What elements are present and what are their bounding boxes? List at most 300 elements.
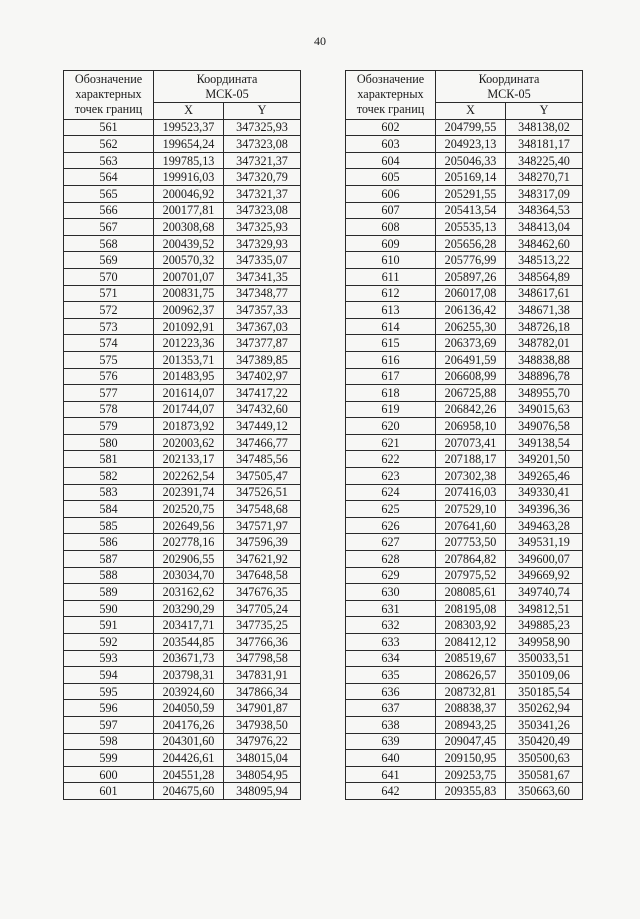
y-coordinate-cell: 350262,94 bbox=[506, 700, 583, 717]
x-coordinate-cell: 199654,24 bbox=[154, 136, 224, 153]
table-row bbox=[346, 202, 583, 219]
point-number-cell: 602 bbox=[346, 119, 436, 136]
y-coordinate-cell: 347323,08 bbox=[224, 202, 301, 219]
point-number-cell: 563 bbox=[64, 152, 154, 169]
y-coordinate-cell: 349600,07 bbox=[506, 551, 583, 568]
point-number-cell: 629 bbox=[346, 567, 436, 584]
point-number-cell: 601 bbox=[64, 783, 154, 800]
x-coordinate-cell: 206608,99 bbox=[436, 368, 506, 385]
point-number-cell: 619 bbox=[346, 401, 436, 418]
table-row bbox=[346, 451, 583, 468]
table-row bbox=[346, 252, 583, 269]
point-number-cell: 607 bbox=[346, 202, 436, 219]
table-row bbox=[64, 617, 301, 634]
left-table-body bbox=[64, 119, 301, 799]
point-number-cell: 574 bbox=[64, 335, 154, 352]
x-coordinate-cell: 200177,81 bbox=[154, 202, 224, 219]
y-coordinate-cell: 347325,93 bbox=[224, 119, 301, 136]
y-coordinate-cell: 347449,12 bbox=[224, 418, 301, 435]
y-coordinate-cell: 349885,23 bbox=[506, 617, 583, 634]
table-row bbox=[64, 385, 301, 402]
y-coordinate-cell: 347417,22 bbox=[224, 385, 301, 402]
table-row bbox=[64, 600, 301, 617]
y-coordinate-cell: 347341,35 bbox=[224, 268, 301, 285]
x-coordinate-cell: 206491,59 bbox=[436, 351, 506, 368]
point-number-cell: 585 bbox=[64, 517, 154, 534]
x-coordinate-cell: 199785,13 bbox=[154, 152, 224, 169]
x-coordinate-cell: 205291,55 bbox=[436, 185, 506, 202]
x-coordinate-cell: 208303,92 bbox=[436, 617, 506, 634]
table-row bbox=[64, 235, 301, 252]
table-row bbox=[346, 617, 583, 634]
x-coordinate-cell: 206136,42 bbox=[436, 302, 506, 319]
x-coordinate-cell: 207073,41 bbox=[436, 434, 506, 451]
point-number-cell: 615 bbox=[346, 335, 436, 352]
point-number-cell: 600 bbox=[64, 766, 154, 783]
table-row bbox=[64, 368, 301, 385]
table-row bbox=[346, 534, 583, 551]
point-number-cell: 569 bbox=[64, 252, 154, 269]
table-row bbox=[346, 318, 583, 335]
point-number-cell: 589 bbox=[64, 584, 154, 601]
x-coordinate-cell: 204050,59 bbox=[154, 700, 224, 717]
table-row bbox=[346, 501, 583, 518]
point-number-cell: 627 bbox=[346, 534, 436, 551]
table-row bbox=[346, 584, 583, 601]
table-row bbox=[346, 268, 583, 285]
table-row bbox=[64, 219, 301, 236]
y-coordinate-cell: 347831,91 bbox=[224, 667, 301, 684]
point-number-cell: 628 bbox=[346, 551, 436, 568]
point-number-cell: 633 bbox=[346, 634, 436, 651]
point-number-cell: 636 bbox=[346, 683, 436, 700]
point-number-cell: 568 bbox=[64, 235, 154, 252]
coordinates-table-right bbox=[345, 70, 583, 800]
x-header: X bbox=[154, 103, 224, 120]
x-coordinate-cell: 208943,25 bbox=[436, 716, 506, 733]
y-coordinate-cell: 347505,47 bbox=[224, 468, 301, 485]
point-number-cell: 562 bbox=[64, 136, 154, 153]
y-coordinate-cell: 347377,87 bbox=[224, 335, 301, 352]
table-row bbox=[346, 185, 583, 202]
x-coordinate-cell: 202391,74 bbox=[154, 484, 224, 501]
x-coordinate-cell: 207188,17 bbox=[436, 451, 506, 468]
y-coordinate-cell: 349531,19 bbox=[506, 534, 583, 551]
x-coordinate-cell: 203924,60 bbox=[154, 683, 224, 700]
point-number-cell: 572 bbox=[64, 302, 154, 319]
table-row bbox=[64, 766, 301, 783]
table-row bbox=[346, 351, 583, 368]
table-row bbox=[346, 551, 583, 568]
y-coordinate-cell: 348564,89 bbox=[506, 268, 583, 285]
table-row bbox=[346, 401, 583, 418]
y-coordinate-cell: 350663,60 bbox=[506, 783, 583, 800]
table-row bbox=[346, 152, 583, 169]
point-number-cell: 588 bbox=[64, 567, 154, 584]
y-coordinate-cell: 349015,63 bbox=[506, 401, 583, 418]
table-row bbox=[64, 534, 301, 551]
point-number-cell: 604 bbox=[346, 152, 436, 169]
table-row bbox=[64, 468, 301, 485]
x-coordinate-cell: 209355,83 bbox=[436, 783, 506, 800]
x-coordinate-cell: 205656,28 bbox=[436, 235, 506, 252]
point-number-cell: 582 bbox=[64, 468, 154, 485]
x-coordinate-cell: 208085,61 bbox=[436, 584, 506, 601]
y-coordinate-cell: 348955,70 bbox=[506, 385, 583, 402]
point-number-cell: 641 bbox=[346, 766, 436, 783]
point-number-cell: 593 bbox=[64, 650, 154, 667]
y-coordinate-cell: 348095,94 bbox=[224, 783, 301, 800]
table-row bbox=[64, 351, 301, 368]
x-coordinate-cell: 208732,81 bbox=[436, 683, 506, 700]
x-coordinate-cell: 200831,75 bbox=[154, 285, 224, 302]
point-number-cell: 620 bbox=[346, 418, 436, 435]
y-coordinate-cell: 348413,04 bbox=[506, 219, 583, 236]
point-number-cell: 564 bbox=[64, 169, 154, 186]
y-coordinate-cell: 347320,79 bbox=[224, 169, 301, 186]
point-number-cell: 624 bbox=[346, 484, 436, 501]
x-coordinate-cell: 201353,71 bbox=[154, 351, 224, 368]
y-coordinate-cell: 347571,97 bbox=[224, 517, 301, 534]
point-number-cell: 612 bbox=[346, 285, 436, 302]
x-coordinate-cell: 205046,33 bbox=[436, 152, 506, 169]
x-coordinate-cell: 204799,55 bbox=[436, 119, 506, 136]
x-coordinate-cell: 200962,37 bbox=[154, 302, 224, 319]
table-row bbox=[346, 468, 583, 485]
y-coordinate-cell: 347323,08 bbox=[224, 136, 301, 153]
y-coordinate-cell: 349330,41 bbox=[506, 484, 583, 501]
coordinate-header-line2: МСК-05 bbox=[487, 86, 531, 101]
point-number-cell: 613 bbox=[346, 302, 436, 319]
table-row bbox=[64, 119, 301, 136]
x-coordinate-cell: 207529,10 bbox=[436, 501, 506, 518]
x-coordinate-cell: 205413,54 bbox=[436, 202, 506, 219]
table-row bbox=[346, 119, 583, 136]
x-coordinate-cell: 203034,70 bbox=[154, 567, 224, 584]
coordinate-header bbox=[154, 71, 301, 103]
x-coordinate-cell: 204923,13 bbox=[436, 136, 506, 153]
x-coordinate-cell: 204675,60 bbox=[154, 783, 224, 800]
x-coordinate-cell: 205897,26 bbox=[436, 268, 506, 285]
table-row bbox=[346, 567, 583, 584]
x-coordinate-cell: 204301,60 bbox=[154, 733, 224, 750]
x-coordinate-cell: 207641,60 bbox=[436, 517, 506, 534]
y-coordinate-cell: 348270,71 bbox=[506, 169, 583, 186]
table-row bbox=[346, 517, 583, 534]
table-row bbox=[64, 501, 301, 518]
point-number-cell: 634 bbox=[346, 650, 436, 667]
table-row bbox=[346, 783, 583, 800]
point-number-cell: 603 bbox=[346, 136, 436, 153]
x-coordinate-cell: 208195,08 bbox=[436, 600, 506, 617]
y-coordinate-cell: 347402,97 bbox=[224, 368, 301, 385]
y-coordinate-cell: 349463,28 bbox=[506, 517, 583, 534]
y-coordinate-cell: 350500,63 bbox=[506, 750, 583, 767]
x-coordinate-cell: 203671,73 bbox=[154, 650, 224, 667]
y-coordinate-cell: 348015,04 bbox=[224, 750, 301, 767]
x-coordinate-cell: 200308,68 bbox=[154, 219, 224, 236]
table-row bbox=[346, 667, 583, 684]
y-coordinate-cell: 347321,37 bbox=[224, 152, 301, 169]
point-number-cell: 577 bbox=[64, 385, 154, 402]
coordinate-header-line1: Координата bbox=[196, 71, 258, 86]
table-row bbox=[64, 285, 301, 302]
y-coordinate-cell: 347526,51 bbox=[224, 484, 301, 501]
y-coordinate-cell: 348225,40 bbox=[506, 152, 583, 169]
y-coordinate-cell: 348054,95 bbox=[224, 766, 301, 783]
table-row bbox=[346, 418, 583, 435]
y-header: Y bbox=[224, 103, 301, 120]
y-coordinate-cell: 350109,06 bbox=[506, 667, 583, 684]
y-coordinate-cell: 347485,56 bbox=[224, 451, 301, 468]
table-row bbox=[64, 418, 301, 435]
point-number-cell: 566 bbox=[64, 202, 154, 219]
x-coordinate-cell: 200570,32 bbox=[154, 252, 224, 269]
x-coordinate-cell: 204176,26 bbox=[154, 716, 224, 733]
table-row bbox=[64, 700, 301, 717]
x-coordinate-cell: 209253,75 bbox=[436, 766, 506, 783]
x-coordinate-cell: 200046,92 bbox=[154, 185, 224, 202]
table-row bbox=[346, 235, 583, 252]
y-coordinate-cell: 348838,88 bbox=[506, 351, 583, 368]
x-coordinate-cell: 203290,29 bbox=[154, 600, 224, 617]
point-number-cell: 617 bbox=[346, 368, 436, 385]
table-row bbox=[346, 434, 583, 451]
y-coordinate-cell: 350420,49 bbox=[506, 733, 583, 750]
table-row bbox=[346, 600, 583, 617]
table-row bbox=[64, 517, 301, 534]
x-coordinate-cell: 209150,95 bbox=[436, 750, 506, 767]
y-coordinate-cell: 347596,39 bbox=[224, 534, 301, 551]
point-number-cell: 616 bbox=[346, 351, 436, 368]
point-number-cell: 595 bbox=[64, 683, 154, 700]
y-coordinate-cell: 347548,68 bbox=[224, 501, 301, 518]
point-number-cell: 625 bbox=[346, 501, 436, 518]
y-coordinate-cell: 350185,54 bbox=[506, 683, 583, 700]
table-row bbox=[64, 169, 301, 186]
point-number-cell: 597 bbox=[64, 716, 154, 733]
x-coordinate-cell: 201092,91 bbox=[154, 318, 224, 335]
y-coordinate-cell: 348782,01 bbox=[506, 335, 583, 352]
y-coordinate-cell: 349265,46 bbox=[506, 468, 583, 485]
y-coordinate-cell: 348181,17 bbox=[506, 136, 583, 153]
point-number-cell: 594 bbox=[64, 667, 154, 684]
point-number-cell: 606 bbox=[346, 185, 436, 202]
table-row bbox=[346, 650, 583, 667]
x-coordinate-cell: 208519,67 bbox=[436, 650, 506, 667]
x-coordinate-cell: 202520,75 bbox=[154, 501, 224, 518]
point-number-cell: 590 bbox=[64, 600, 154, 617]
x-coordinate-cell: 200439,52 bbox=[154, 235, 224, 252]
x-header: X bbox=[436, 103, 506, 120]
x-coordinate-cell: 206842,26 bbox=[436, 401, 506, 418]
y-coordinate-cell: 347735,25 bbox=[224, 617, 301, 634]
x-coordinate-cell: 208626,57 bbox=[436, 667, 506, 684]
coordinate-header-line1: Координата bbox=[478, 71, 540, 86]
point-designation-header: Обозначение характерных точек границ bbox=[64, 71, 154, 120]
x-coordinate-cell: 204426,61 bbox=[154, 750, 224, 767]
table-row bbox=[64, 484, 301, 501]
y-coordinate-cell: 349740,74 bbox=[506, 584, 583, 601]
point-number-cell: 640 bbox=[346, 750, 436, 767]
table-row bbox=[64, 185, 301, 202]
y-coordinate-cell: 348896,78 bbox=[506, 368, 583, 385]
point-number-cell: 576 bbox=[64, 368, 154, 385]
table-row bbox=[64, 268, 301, 285]
table-row bbox=[346, 302, 583, 319]
table-row bbox=[64, 783, 301, 800]
point-number-cell: 608 bbox=[346, 219, 436, 236]
y-coordinate-cell: 349396,36 bbox=[506, 501, 583, 518]
table-row bbox=[64, 252, 301, 269]
point-number-cell: 584 bbox=[64, 501, 154, 518]
x-coordinate-cell: 206373,69 bbox=[436, 335, 506, 352]
x-coordinate-cell: 201223,36 bbox=[154, 335, 224, 352]
point-number-cell: 570 bbox=[64, 268, 154, 285]
point-number-cell: 611 bbox=[346, 268, 436, 285]
x-coordinate-cell: 207302,38 bbox=[436, 468, 506, 485]
x-coordinate-cell: 201873,92 bbox=[154, 418, 224, 435]
x-coordinate-cell: 209047,45 bbox=[436, 733, 506, 750]
point-number-cell: 579 bbox=[64, 418, 154, 435]
x-coordinate-cell: 207416,03 bbox=[436, 484, 506, 501]
table-row bbox=[346, 733, 583, 750]
point-number-cell: 581 bbox=[64, 451, 154, 468]
point-number-cell: 583 bbox=[64, 484, 154, 501]
point-number-cell: 609 bbox=[346, 235, 436, 252]
table-row bbox=[346, 716, 583, 733]
point-designation-header: Обозначение характерных точек границ bbox=[346, 71, 436, 120]
table-row bbox=[346, 750, 583, 767]
table-row bbox=[346, 385, 583, 402]
x-coordinate-cell: 205169,14 bbox=[436, 169, 506, 186]
y-coordinate-cell: 349958,90 bbox=[506, 634, 583, 651]
x-coordinate-cell: 207975,52 bbox=[436, 567, 506, 584]
y-coordinate-cell: 347621,92 bbox=[224, 551, 301, 568]
table-row bbox=[64, 650, 301, 667]
x-coordinate-cell: 202003,62 bbox=[154, 434, 224, 451]
point-number-cell: 580 bbox=[64, 434, 154, 451]
x-coordinate-cell: 201483,95 bbox=[154, 368, 224, 385]
point-number-cell: 614 bbox=[346, 318, 436, 335]
y-coordinate-cell: 348364,53 bbox=[506, 202, 583, 219]
y-coordinate-cell: 347367,03 bbox=[224, 318, 301, 335]
coordinates-table-left bbox=[63, 70, 301, 800]
coordinate-header bbox=[436, 71, 583, 103]
table-row bbox=[346, 368, 583, 385]
point-number-cell: 623 bbox=[346, 468, 436, 485]
y-coordinate-cell: 347329,93 bbox=[224, 235, 301, 252]
y-coordinate-cell: 348138,02 bbox=[506, 119, 583, 136]
table-row bbox=[346, 335, 583, 352]
y-coordinate-cell: 347705,24 bbox=[224, 600, 301, 617]
point-number-cell: 575 bbox=[64, 351, 154, 368]
x-coordinate-cell: 208838,37 bbox=[436, 700, 506, 717]
table-row bbox=[346, 700, 583, 717]
point-number-cell: 599 bbox=[64, 750, 154, 767]
y-coordinate-cell: 348671,38 bbox=[506, 302, 583, 319]
y-coordinate-cell: 349669,92 bbox=[506, 567, 583, 584]
table-row bbox=[64, 584, 301, 601]
y-coordinate-cell: 349201,50 bbox=[506, 451, 583, 468]
x-coordinate-cell: 206958,10 bbox=[436, 418, 506, 435]
x-coordinate-cell: 200701,07 bbox=[154, 268, 224, 285]
table-row bbox=[64, 318, 301, 335]
y-coordinate-cell: 347357,33 bbox=[224, 302, 301, 319]
point-number-cell: 587 bbox=[64, 551, 154, 568]
y-coordinate-cell: 348617,61 bbox=[506, 285, 583, 302]
table-row bbox=[346, 169, 583, 186]
table-row bbox=[64, 451, 301, 468]
x-coordinate-cell: 208412,12 bbox=[436, 634, 506, 651]
table-row bbox=[64, 750, 301, 767]
x-coordinate-cell: 202649,56 bbox=[154, 517, 224, 534]
point-number-cell: 573 bbox=[64, 318, 154, 335]
y-header: Y bbox=[506, 103, 583, 120]
point-number-cell: 565 bbox=[64, 185, 154, 202]
x-coordinate-cell: 205535,13 bbox=[436, 219, 506, 236]
x-coordinate-cell: 202133,17 bbox=[154, 451, 224, 468]
y-coordinate-cell: 348462,60 bbox=[506, 235, 583, 252]
x-coordinate-cell: 207864,82 bbox=[436, 551, 506, 568]
table-row bbox=[64, 733, 301, 750]
x-coordinate-cell: 203162,62 bbox=[154, 584, 224, 601]
table-row bbox=[64, 136, 301, 153]
table-row bbox=[346, 484, 583, 501]
table-row bbox=[346, 219, 583, 236]
point-number-cell: 591 bbox=[64, 617, 154, 634]
y-coordinate-cell: 347325,93 bbox=[224, 219, 301, 236]
y-coordinate-cell: 350581,67 bbox=[506, 766, 583, 783]
point-number-cell: 621 bbox=[346, 434, 436, 451]
table-row bbox=[64, 335, 301, 352]
table-row bbox=[346, 634, 583, 651]
y-coordinate-cell: 347676,35 bbox=[224, 584, 301, 601]
x-coordinate-cell: 205776,99 bbox=[436, 252, 506, 269]
y-coordinate-cell: 347648,58 bbox=[224, 567, 301, 584]
y-coordinate-cell: 347389,85 bbox=[224, 351, 301, 368]
point-number-cell: 630 bbox=[346, 584, 436, 601]
y-coordinate-cell: 347976,22 bbox=[224, 733, 301, 750]
point-number-cell: 626 bbox=[346, 517, 436, 534]
y-coordinate-cell: 347866,34 bbox=[224, 683, 301, 700]
table-row bbox=[64, 551, 301, 568]
point-number-cell: 571 bbox=[64, 285, 154, 302]
y-coordinate-cell: 347798,58 bbox=[224, 650, 301, 667]
y-coordinate-cell: 350033,51 bbox=[506, 650, 583, 667]
table-row bbox=[346, 136, 583, 153]
table-row bbox=[64, 152, 301, 169]
right-table-body bbox=[346, 119, 583, 799]
point-number-cell: 567 bbox=[64, 219, 154, 236]
x-coordinate-cell: 206725,88 bbox=[436, 385, 506, 402]
x-coordinate-cell: 201614,07 bbox=[154, 385, 224, 402]
table-row bbox=[346, 766, 583, 783]
x-coordinate-cell: 206255,30 bbox=[436, 318, 506, 335]
point-number-cell: 610 bbox=[346, 252, 436, 269]
point-number-cell: 638 bbox=[346, 716, 436, 733]
x-coordinate-cell: 203798,31 bbox=[154, 667, 224, 684]
y-coordinate-cell: 347766,36 bbox=[224, 634, 301, 651]
point-number-cell: 578 bbox=[64, 401, 154, 418]
y-coordinate-cell: 349076,58 bbox=[506, 418, 583, 435]
point-number-cell: 642 bbox=[346, 783, 436, 800]
y-coordinate-cell: 347938,50 bbox=[224, 716, 301, 733]
coordinate-header-line2: МСК-05 bbox=[205, 86, 249, 101]
x-coordinate-cell: 203544,85 bbox=[154, 634, 224, 651]
x-coordinate-cell: 202778,16 bbox=[154, 534, 224, 551]
point-number-cell: 586 bbox=[64, 534, 154, 551]
